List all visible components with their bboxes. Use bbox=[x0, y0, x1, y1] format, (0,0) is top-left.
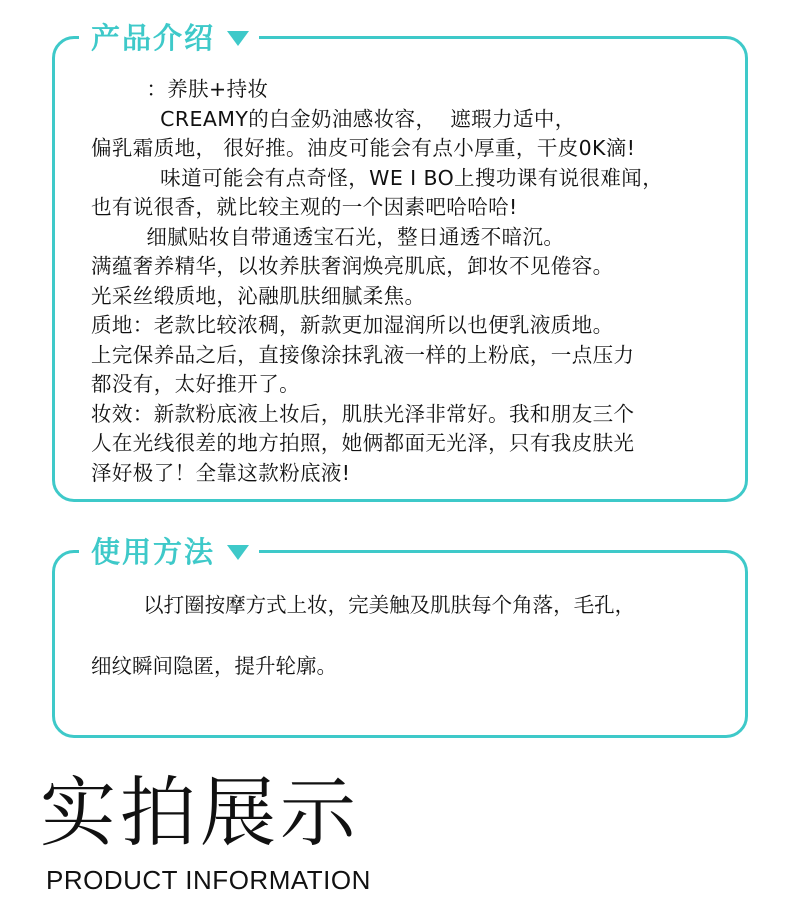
usage-body bbox=[91, 591, 731, 681]
product-intro-heading bbox=[79, 15, 259, 61]
usage-heading-text: 使用方法 bbox=[91, 535, 216, 569]
intro-line: 人在光线很差的地方拍照，她俩都面无光泽，只有我皮肤光 bbox=[91, 431, 635, 455]
photo-showcase-title: 实拍展示 bbox=[40, 768, 360, 857]
usage-line: 细纹瞬间隐匿，提升轮廓。 bbox=[91, 653, 337, 678]
intro-line: 细腻贴妆自带通透宝石光，整日通透不暗沉。 bbox=[91, 224, 565, 249]
intro-line: 偏乳霜质地， 很好推。油皮可能会有点小厚重，干皮0K滴! bbox=[91, 136, 636, 160]
intro-line: 也有说很香，就比较主观的一个因素吧哈哈哈! bbox=[91, 195, 518, 219]
product-intro-body bbox=[91, 75, 731, 488]
intro-line: ：养肤+持妆 bbox=[91, 77, 269, 101]
product-intro-heading-text: 产品介绍 bbox=[91, 21, 216, 55]
triangle-down-icon bbox=[227, 545, 249, 560]
intro-line: CREAMY的白金奶油感妆容， 遮瑕力适中， bbox=[91, 106, 576, 131]
triangle-down-icon bbox=[227, 31, 249, 46]
usage-heading bbox=[79, 529, 259, 575]
intro-line: 妆效：新款粉底液上妆后，肌肤光泽非常好。我和朋友三个 bbox=[91, 401, 635, 426]
intro-line: 上完保养品之后，直接像涂抹乳液一样的上粉底，一点压力 bbox=[91, 342, 635, 367]
intro-line: 质地：老款比较浓稠，新款更加湿润所以也便乳液质地。 bbox=[91, 313, 614, 337]
usage-section bbox=[52, 535, 748, 738]
product-intro-section bbox=[52, 21, 748, 502]
intro-line: 光采丝缎质地，沁融肌肤细腻柔焦。 bbox=[91, 283, 426, 308]
intro-line: 满蕴奢养精华，以妆养肤奢润焕亮肌底，卸妆不见倦容。 bbox=[91, 254, 614, 278]
intro-line: 泽好极了！全靠这款粉底液! bbox=[91, 460, 351, 485]
intro-line: 都没有，太好推开了。 bbox=[91, 372, 300, 396]
photo-showcase-subtitle: PRODUCT INFORMATION bbox=[46, 865, 371, 895]
usage-line: 以打圈按摩方式上妆，完美触及肌肤每个角落，毛孔， bbox=[91, 593, 636, 617]
intro-line: 味道可能会有点奇怪，WE I BO上搜功课有说很难闻， bbox=[91, 165, 664, 190]
